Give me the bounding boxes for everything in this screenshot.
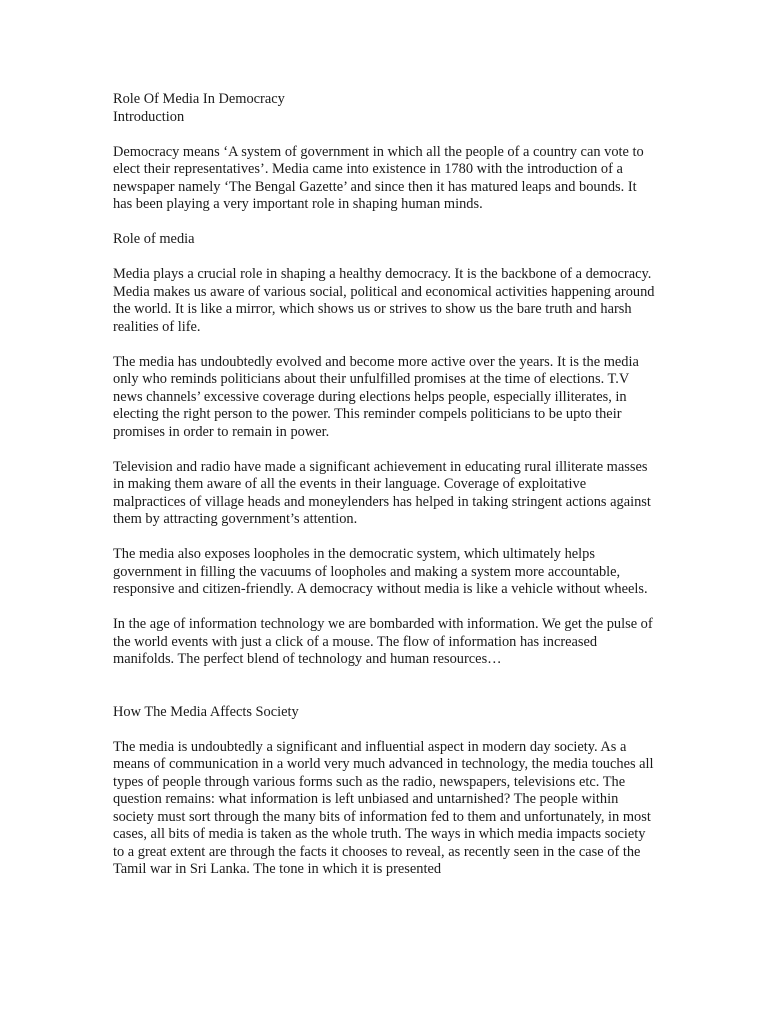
document-title: Role Of Media In Democracy xyxy=(113,91,285,107)
intro-paragraph: Democracy means ‘A system of government in which all the people of a country can vote to elect their representatives’. Media came into existence in 1780 with the introduction of a newspaper namely ‘The Bengal Gazette’ and since then it has matured leaps and bounds. It has been playing a very important role in shaping human minds. xyxy=(113,143,644,212)
role-paragraph-4: The media also exposes loopholes in the democratic system, which ultimately helps government in filling the vacuums of loopholes and making a system more accountable, responsive and citizen-friendly. A democracy without media is like a vehicle without wheels. xyxy=(113,546,648,597)
role-paragraph-3: Television and radio have made a significant achievement in educating rural illiterate masses in making them aware of all the events in their language. Coverage of exploitative malpractices of village heads and moneylenders has helped in taking stringent actions against them by attracting government’s attention. xyxy=(113,458,651,527)
role-paragraph-1: Media plays a crucial role in shaping a healthy democracy. It is the backbone of a democracy. Media makes us aware of various social, political and economical activities happening around the world. It is like a mirror, which shows us or strives to show us the bare truth and harsh realities of life. xyxy=(113,266,655,335)
section-heading-society: How The Media Affects Society xyxy=(113,703,299,720)
document-subtitle: Introduction xyxy=(113,108,185,125)
document-page xyxy=(113,91,658,879)
role-paragraph-5: In the age of information technology we are bombarded with information. We get the pulse of the world events with just a click of a mouse. The flow of information has increased manifolds. The perfect blend of technology and human resources… xyxy=(113,616,653,667)
role-paragraph-2: The media has undoubtedly evolved and become more active over the years. It is the media only who reminds politicians about their unfulfilled promises at the time of elections. T.V news channels’ excessive coverage during elections helps people, especially illiterates, in electing the right person to the power. This reminder compels politicians to be upto their promises in order to remain in power. xyxy=(113,353,639,440)
title-block xyxy=(113,91,658,126)
society-paragraph: The media is undoubtedly a significant and influential aspect in modern day society. As a means of communication in a world very much advanced in technology, the media touches all types of people through various forms such as the radio, newspapers, televisions etc. The question remains: what information is left unbiased and untarnished? The people within society must sort through the many bits of information fed to them and unfortunately, in most cases, all bits of media is taken as the whole truth. The ways in which media impacts society to a great extent are through the facts it chooses to reveal, as recently seen in the case of the Tamil war in Sri Lanka. The tone in which it is presented xyxy=(113,738,654,877)
section-heading-role: Role of media xyxy=(113,231,195,247)
